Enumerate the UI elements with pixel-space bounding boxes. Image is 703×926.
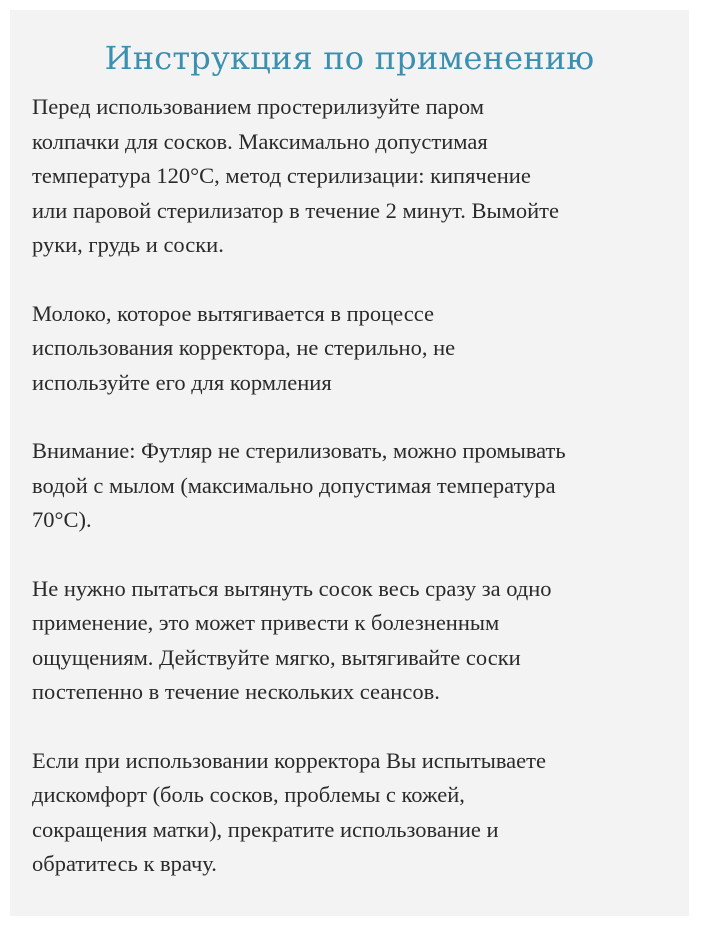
text-line: колпачки для сосков. Максимально допустимая bbox=[32, 128, 488, 154]
paragraph-discomfort bbox=[32, 744, 667, 882]
text-line: или паровой стерилизатор в течение 2 минут. Вымойте bbox=[32, 197, 559, 223]
text-line: обратитесь к врачу. bbox=[32, 851, 217, 876]
text-line: используйте его для кормления bbox=[32, 369, 332, 395]
text-line: 70°С). bbox=[32, 507, 92, 532]
page-title: Инструкция по применению bbox=[104, 39, 595, 77]
text-line: использования корректора, не стерильно, не bbox=[32, 335, 456, 360]
paragraph-milk-warning bbox=[32, 297, 667, 401]
text-line: сокращения матки), прекратите использование и bbox=[32, 816, 499, 842]
text-line: руки, грудь и соски. bbox=[32, 232, 224, 257]
text-line: ощущениям. Действуйте мягко, вытягивайте соски bbox=[32, 644, 521, 670]
text-line: температура 120°С, метод стерилизации: кипячение bbox=[32, 163, 531, 188]
text-line: дискомфорт (боль сосков, проблемы с кожей, bbox=[32, 782, 465, 807]
instruction-body bbox=[32, 90, 667, 882]
paragraph-sterilization bbox=[32, 90, 667, 263]
text-line: применение, это может привести к болезненным bbox=[32, 610, 500, 635]
text-line: Не нужно пытаться вытянуть сосок весь сразу за одно bbox=[32, 575, 552, 601]
text-line: водой с мылом (максимально допустимая температура bbox=[32, 472, 556, 498]
text-line: Если при использовании корректора Вы испытываете bbox=[32, 747, 546, 773]
text-line: постепенно в течение нескольких сеансов. bbox=[32, 679, 440, 704]
text-line: Молоко, которое вытягивается в процессе bbox=[32, 300, 434, 326]
paragraph-gradual-use bbox=[32, 572, 667, 710]
instruction-card bbox=[10, 10, 689, 916]
text-line: Внимание: Футляр не стерилизовать, можно промывать bbox=[32, 438, 566, 463]
paragraph-case-attention bbox=[32, 434, 667, 538]
text-line: Перед использованием простерилизуйте паром bbox=[32, 94, 484, 119]
